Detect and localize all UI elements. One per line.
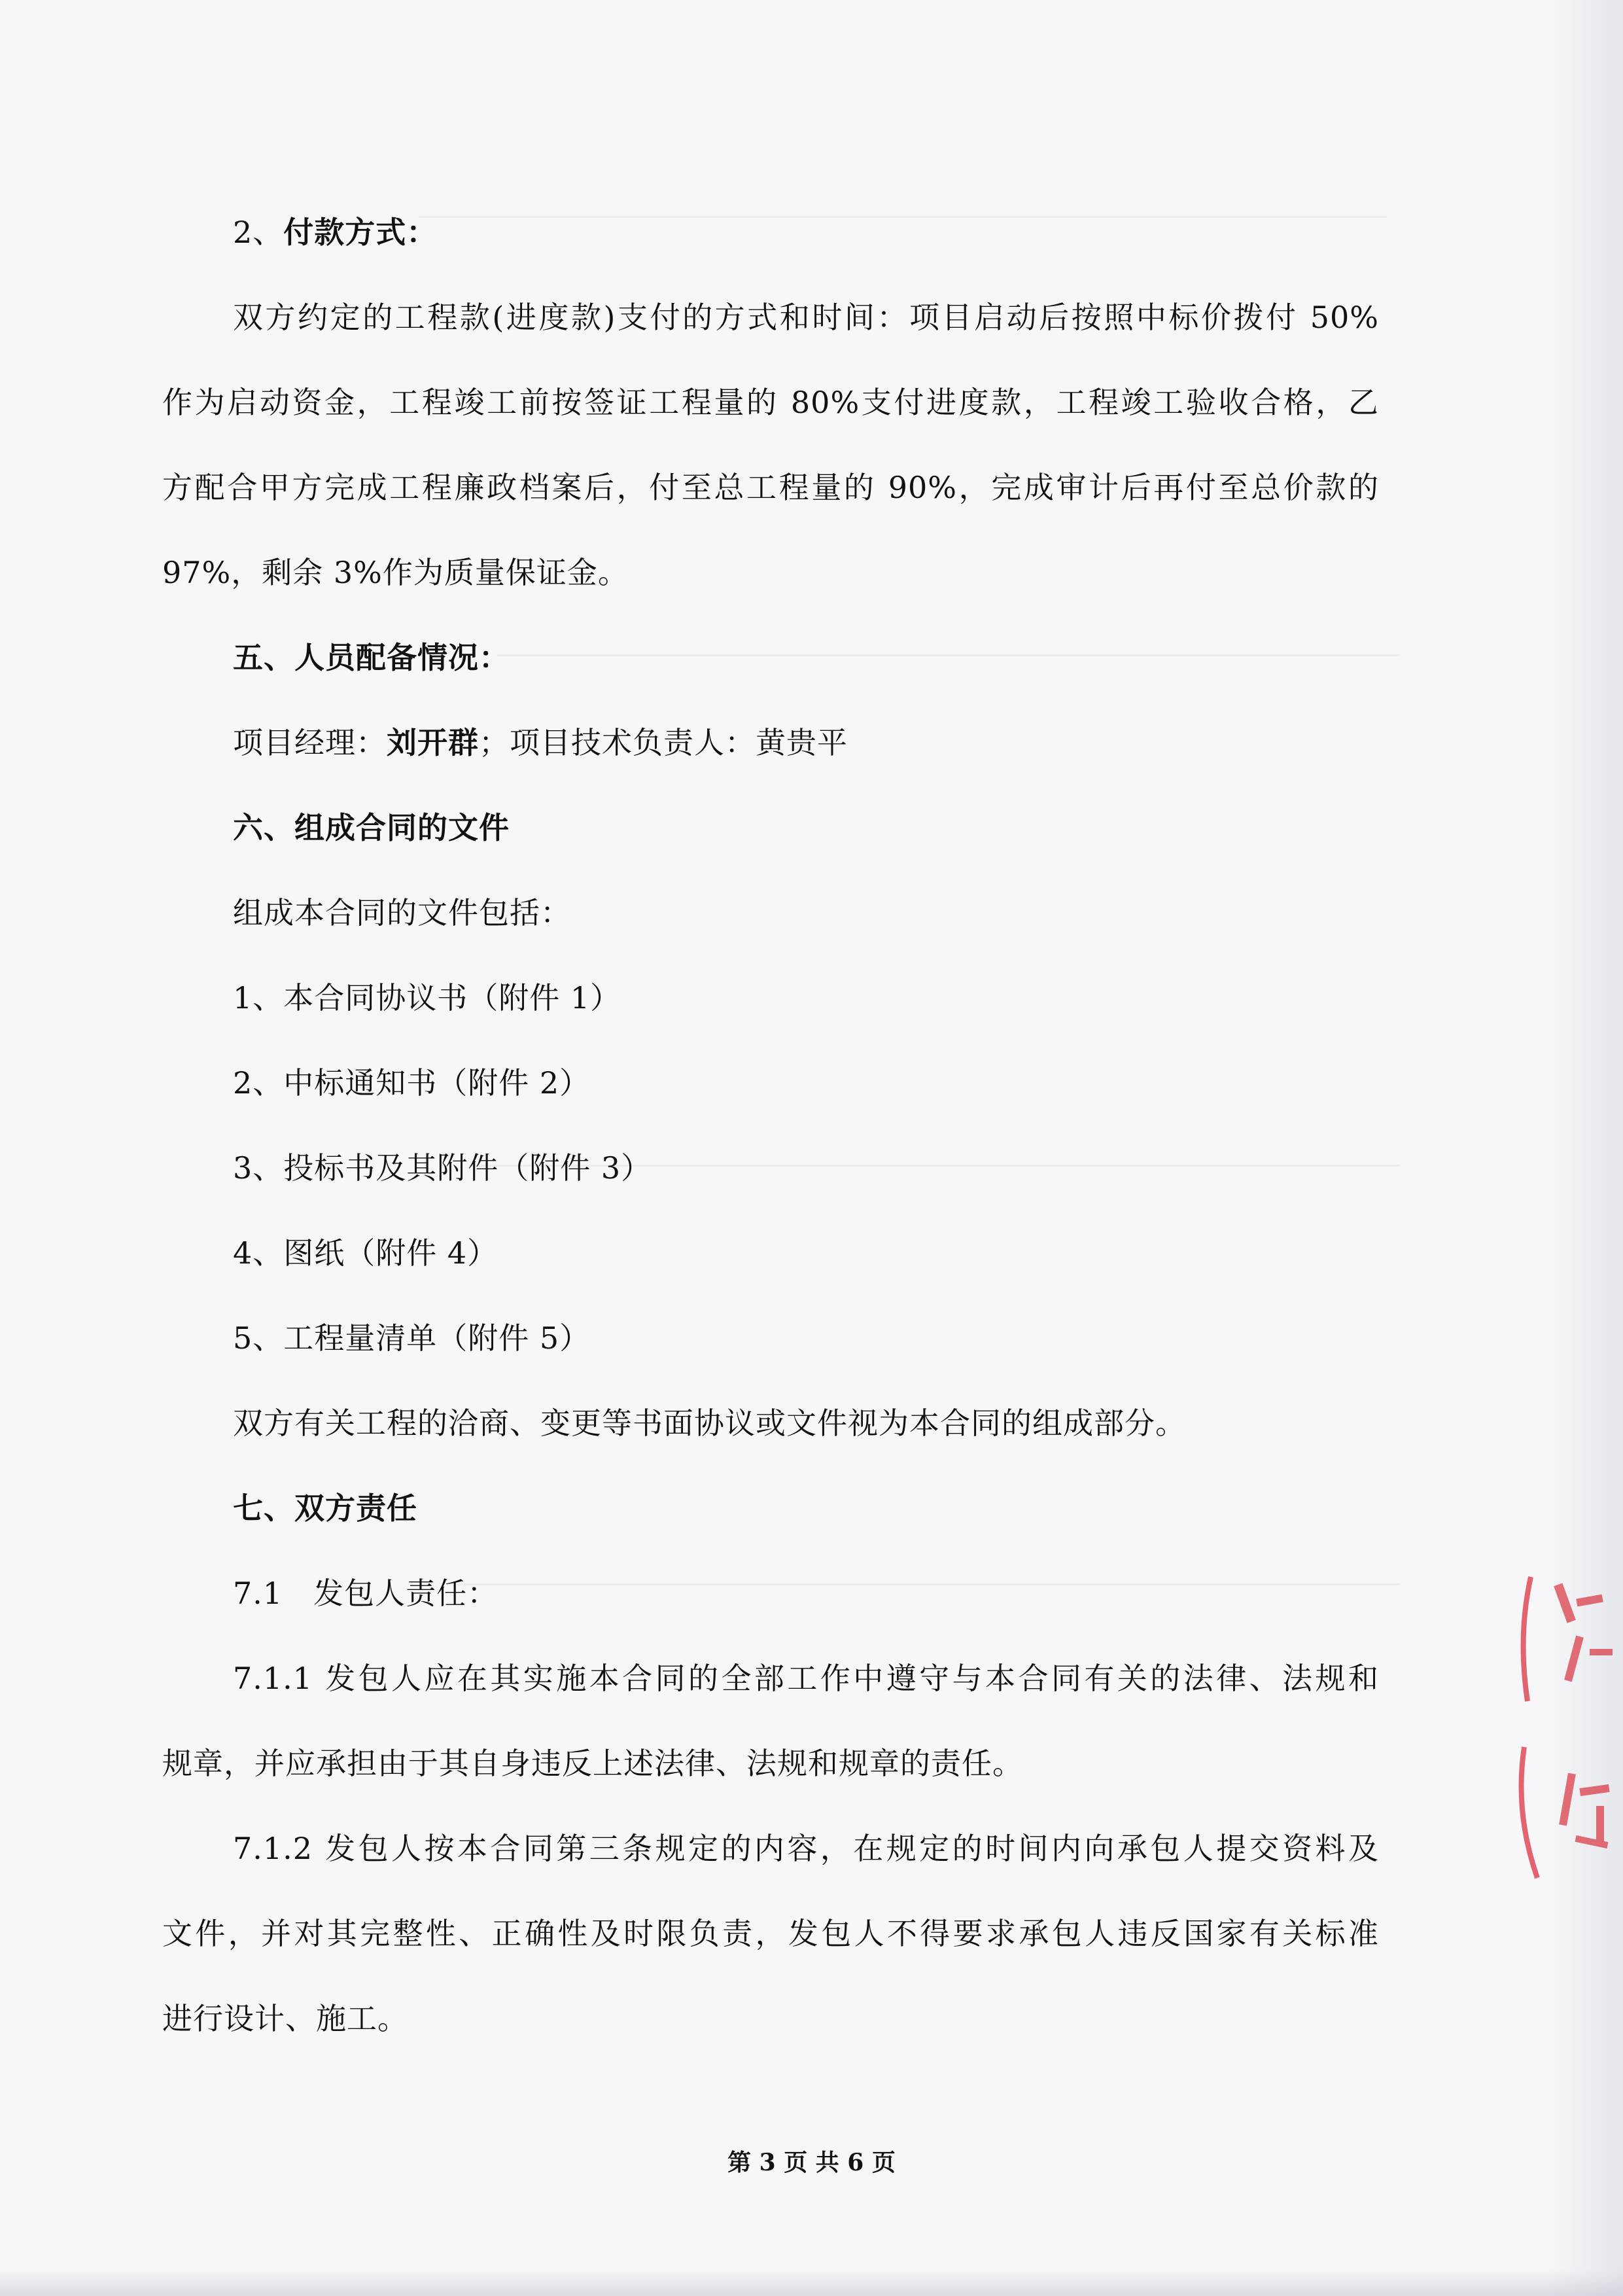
section-7-1-2-line-2: 文件，并对其完整性、正确性及时限负责，发包人不得要求承包人违反国家有关标准 [162,1916,1379,1951]
document-list-item: 1、本合同协议书（附件 1） [233,980,621,1016]
payment-paragraph-line-2: 作为启动资金，工程竣工前按签证工程量的 80%支付进度款，工程竣工验收合格，乙 [162,385,1379,420]
technical-lead-text: ；项目技术负责人：黄贵平 [479,725,848,760]
payment-paragraph-line-4: 97%，剩余 3%作为质量保证金。 [162,555,629,590]
payment-paragraph-line-1: 双方约定的工程款(进度款)支付的方式和时间：项目启动后按照中标价拨付 50% [233,300,1379,335]
project-manager-label: 项目经理： [233,725,387,760]
payment-paragraph-line-3: 方配合甲方完成工程廉政档案后，付至总工程量的 90%，完成审计后再付至总价款的 [162,470,1379,505]
project-manager-name: 刘开群 [387,725,479,760]
document-list-item: 4、图纸（附件 4） [233,1235,498,1271]
responsibilities-heading: 七、双方责任 [233,1491,417,1526]
page-edge-shadow [1544,0,1623,2296]
section-7-1: 7.1 发包人责任： [233,1576,498,1611]
document-list-item: 3、投标书及其附件（附件 3） [233,1150,652,1186]
document-list-item: 2、中标通知书（附件 2） [233,1065,591,1101]
section-7-1-2-line-1: 7.1.2 发包人按本合同第三条规定的内容，在规定的时间内向承包人提交资料及 [233,1831,1379,1866]
page-bottom-shadow [0,2270,1623,2296]
document-list-item: 5、工程量清单（附件 5） [233,1320,591,1356]
staffing-line [162,700,1379,785]
documents-heading: 六、组成合同的文件 [233,810,510,845]
documents-intro: 组成本合同的文件包括： [233,895,571,930]
red-seal-stamp [1498,1538,1623,1904]
payment-heading [162,190,1379,275]
payment-heading-number: 2、 [233,215,284,250]
document-body [162,190,1379,2061]
documents-closing: 双方有关工程的洽商、变更等书面协议或文件视为本合同的组成部分。 [233,1405,1186,1441]
section-7-1-1-line-1: 7.1.1 发包人应在其实施本合同的全部工作中遵守与本合同有关的法律、法规和 [233,1661,1379,1696]
staffing-heading: 五、人员配备情况： [233,640,510,675]
section-7-1-2-line-3: 进行设计、施工。 [162,2001,408,2036]
payment-heading-text: 付款方式： [283,215,438,250]
page-number-footer: 第 3 页 共 6 页 [727,2149,896,2176]
section-7-1-1-line-2: 规章，并应承担由于其自身违反上述法律、法规和规章的责任。 [162,1746,1023,1781]
